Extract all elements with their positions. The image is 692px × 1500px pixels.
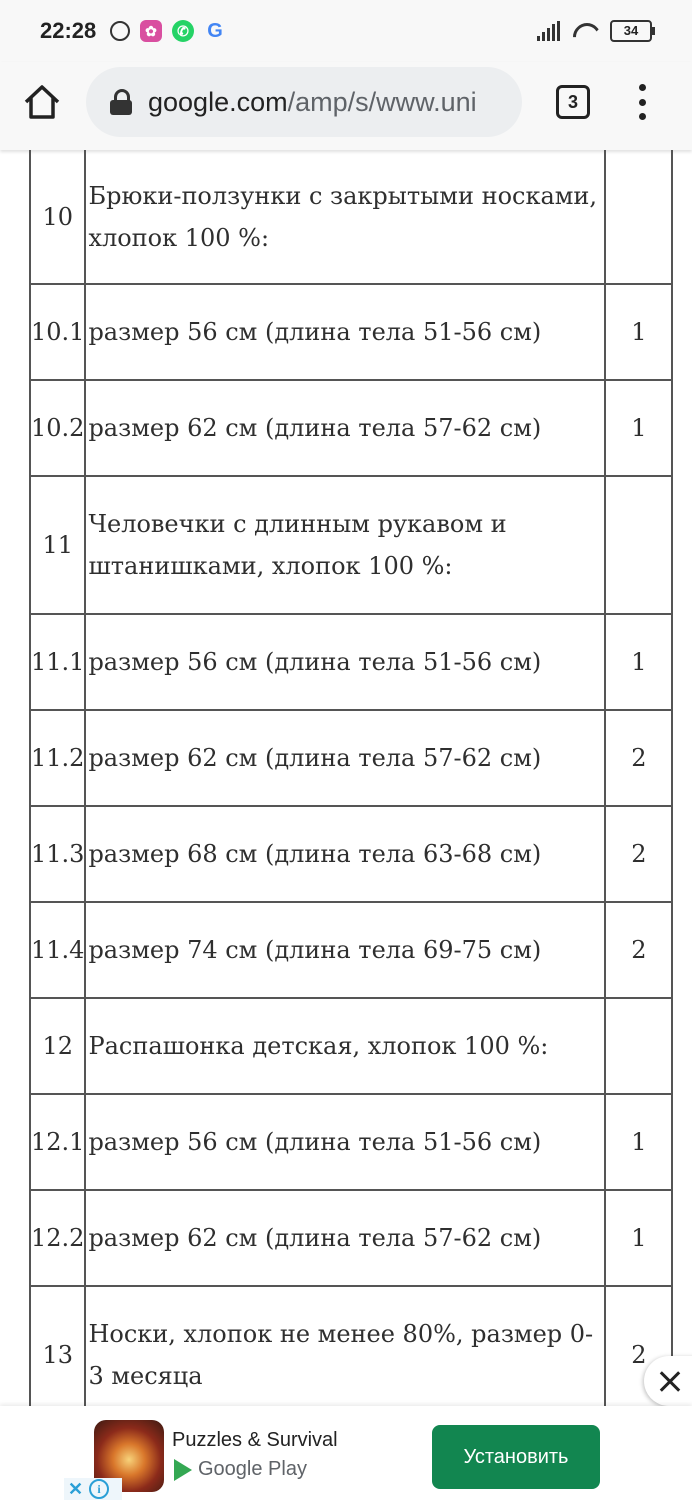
row-number: 10.1 — [30, 284, 85, 380]
row-quantity: 1 — [605, 614, 672, 710]
url-host: google.com — [148, 86, 288, 117]
table-row — [30, 710, 672, 806]
row-quantity: 1 — [605, 380, 672, 476]
table-row — [30, 998, 672, 1094]
row-description: размер 56 см (длина тела 51-56 см) — [85, 614, 605, 710]
status-bar — [0, 0, 692, 62]
ad-store-label: Google Play — [198, 1458, 307, 1480]
table-row — [30, 284, 672, 380]
more-menu-button[interactable] — [634, 84, 650, 120]
row-quantity: 2 — [605, 710, 672, 806]
close-ad-button[interactable] — [644, 1356, 692, 1406]
wifi-icon — [572, 21, 598, 41]
row-quantity — [605, 476, 672, 614]
row-quantity — [605, 998, 672, 1094]
browser-toolbar — [0, 62, 692, 150]
row-description: Брюки-ползунки с закрытыми носками, хлопок 100 %: — [85, 150, 605, 284]
row-number: 13 — [30, 1286, 85, 1406]
row-number: 11.3 — [30, 806, 85, 902]
row-quantity: 1 — [605, 1190, 672, 1286]
row-description: Человечки с длинным рукавом и штанишками, хлопок 100 %: — [85, 476, 605, 614]
row-description: Распашонка детская, хлопок 100 %: — [85, 998, 605, 1094]
dot-icon — [639, 113, 646, 120]
page-content — [0, 150, 692, 1406]
google-icon: G — [207, 19, 223, 42]
row-description: размер 62 см (длина тела 57-62 см) — [85, 710, 605, 806]
row-description: размер 68 см (длина тела 63-68 см) — [85, 806, 605, 902]
row-number: 11 — [30, 476, 85, 614]
table-row — [30, 1190, 672, 1286]
adchoices-info-icon[interactable]: i — [89, 1479, 109, 1499]
system-icons — [537, 20, 652, 42]
row-description: размер 56 см (длина тела 51-56 см) — [85, 284, 605, 380]
row-number: 12.2 — [30, 1190, 85, 1286]
home-icon — [22, 82, 62, 122]
row-description: Носки, хлопок не менее 80%, размер 0-3 месяца — [85, 1286, 605, 1406]
ad-banner[interactable] — [0, 1406, 692, 1500]
row-description: размер 56 см (длина тела 51-56 см) — [85, 1094, 605, 1190]
app-notification-icon: ✿ — [140, 20, 162, 42]
table-row — [30, 1094, 672, 1190]
table-row — [30, 1286, 672, 1406]
row-number: 12.1 — [30, 1094, 85, 1190]
row-number: 12 — [30, 998, 85, 1094]
table-row — [30, 902, 672, 998]
table-row — [30, 380, 672, 476]
home-button[interactable] — [22, 82, 62, 122]
dot-icon — [639, 99, 646, 106]
adchoices-close-icon[interactable]: ✕ — [68, 1478, 84, 1499]
tab-switcher-button[interactable]: 3 — [556, 85, 590, 119]
row-number: 11.1 — [30, 614, 85, 710]
adchoices[interactable] — [64, 1478, 122, 1500]
table-row — [30, 806, 672, 902]
row-description: размер 62 см (длина тела 57-62 см) — [85, 1190, 605, 1286]
whatsapp-icon: ✆ — [172, 20, 194, 42]
battery-icon: 34 — [610, 20, 652, 42]
ad-store — [174, 1458, 307, 1481]
notification-icons — [110, 20, 226, 42]
dot-icon — [639, 84, 646, 91]
row-number: 11.4 — [30, 902, 85, 998]
items-table — [29, 150, 673, 1406]
row-number: 10 — [30, 150, 85, 284]
row-quantity: 2 — [605, 806, 672, 902]
row-quantity: 1 — [605, 284, 672, 380]
url-path: /amp/s/www.uni — [287, 86, 477, 117]
row-number: 10.2 — [30, 380, 85, 476]
url-text[interactable] — [148, 87, 508, 118]
address-bar[interactable] — [86, 67, 522, 137]
lock-icon — [110, 89, 132, 115]
row-quantity — [605, 150, 672, 284]
row-description: размер 62 см (длина тела 57-62 см) — [85, 380, 605, 476]
row-description: размер 74 см (длина тела 69-75 см) — [85, 902, 605, 998]
row-quantity: 1 — [605, 1094, 672, 1190]
signal-icon — [537, 21, 560, 41]
table-row — [30, 150, 672, 284]
google-play-icon — [174, 1459, 192, 1481]
install-button[interactable]: Установить — [432, 1425, 600, 1489]
ad-title[interactable]: Puzzles & Survival — [172, 1429, 338, 1451]
table-row — [30, 614, 672, 710]
row-quantity: 2 — [605, 1286, 672, 1406]
row-number: 11.2 — [30, 710, 85, 806]
alarm-icon — [110, 21, 130, 41]
table-row — [30, 476, 672, 614]
status-time: 22:28 — [40, 18, 97, 43]
row-quantity: 2 — [605, 902, 672, 998]
